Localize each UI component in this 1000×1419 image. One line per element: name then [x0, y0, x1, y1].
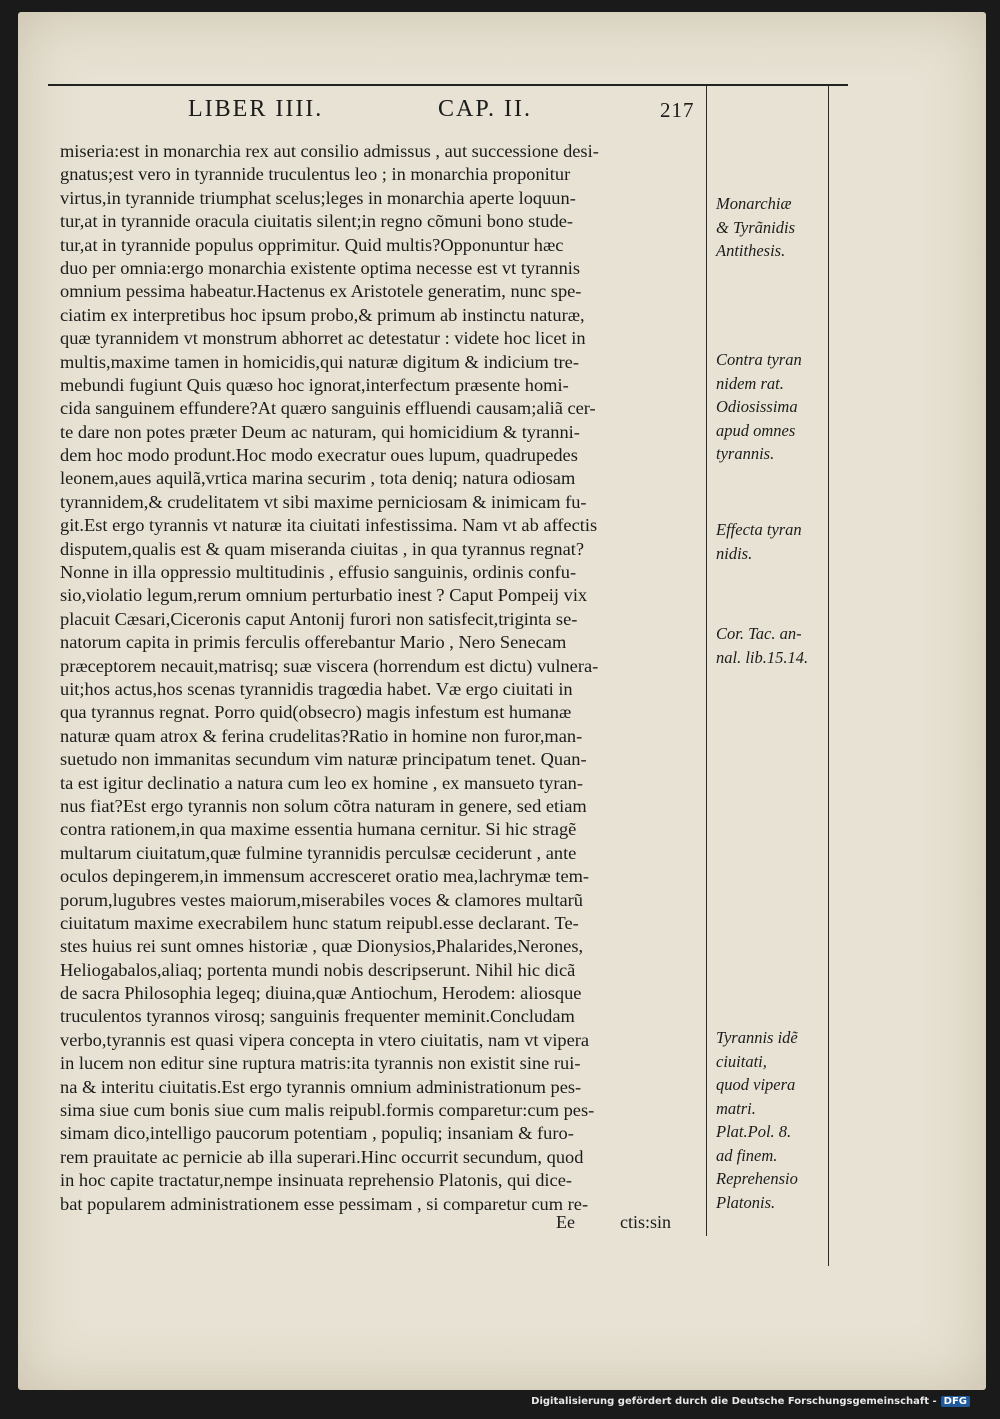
- text-line: porum,lugubres vestes maiorum,miserabiles voces & clamores multarũ: [60, 889, 583, 910]
- margin-rule: [706, 86, 707, 1236]
- text-line: contra rationem,in qua maxime essentia humana cernitur. Si hic stragẽ: [60, 819, 577, 840]
- marginal-note-line: Tyrannis idẽ: [716, 1028, 798, 1047]
- marginal-note-effecta: [716, 518, 836, 565]
- text-line: in hoc capite tractatur,nempe insinuata reprehensio Platonis, qui dice-: [60, 1170, 572, 1191]
- dfg-footer: [531, 1396, 970, 1407]
- text-line: stes huius rei sunt omnes historiæ , quæ Dionysios,Phalarides,Nerones,: [60, 936, 584, 957]
- text-line: mebundi fugiunt Quis quæso hoc ignorat,interfectum præsente homi-: [60, 374, 569, 395]
- text-line: multis,maxime tamen in homicidis,qui naturæ digitum & indicium tre-: [60, 351, 579, 372]
- text-line: bat popularem administrationem esse pessimam , si comparetur cum re-: [60, 1193, 589, 1214]
- marginal-note-antithesis: [716, 192, 836, 263]
- marginal-note-line: Cor. Tac. an-: [716, 624, 802, 643]
- catchword: ctis:sin: [620, 1212, 672, 1232]
- text-line: gnatus;est vero in tyrannide truculentus leo ; in monarchia proponitur: [60, 164, 571, 185]
- marginal-note-line: Monarchiæ: [716, 194, 792, 213]
- text-line: cida sanguinem effundere?At quæro sanguinis effluendi causam;aliã cer-: [60, 398, 596, 419]
- text-line: tyrannidem,& crudelitatem vt sibi maxime perniciosam & inimicam fu-: [60, 491, 587, 512]
- text-line: Heliogabalos,aliaq; portenta mundi nobis descripserunt. Nihil hic dicã: [60, 959, 576, 980]
- text-line: sima siue cum bonis siue cum malis reipubl.formis comparetur:cum pes-: [60, 1100, 595, 1121]
- header-rule: [48, 84, 848, 86]
- marginal-note-line: Effecta tyran: [716, 520, 802, 539]
- page-number: 217: [660, 98, 695, 122]
- main-text-column: [60, 140, 700, 1216]
- header-liber: LIBER IIII.: [188, 96, 324, 122]
- text-line: duo per omnia:ergo monarchia existente optima necesse est vt tyrannis: [60, 257, 581, 278]
- text-line: oculos depingerem,in immensum accresceret oratio mea,lachrymæ tem-: [60, 866, 590, 887]
- text-line: ciatim ex interpretibus hoc ipsum probo,& primum ab instinctu naturæ,: [60, 304, 585, 325]
- marginal-note-line: Plat.Pol. 8.: [716, 1122, 792, 1141]
- text-line: disputem,qualis est & quam miseranda ciuitas , in qua tyrannus regnat?: [60, 538, 585, 559]
- text-line: suetudo non immanitas secundum vim naturæ principatum tenet. Quan-: [60, 749, 587, 770]
- text-line: Nonne in illa oppressio multitudinis , effusio sanguinis, ordinis confu-: [60, 562, 577, 583]
- text-line: ta est igitur declinatio a natura cum leo ex homine , ex mansueto tyran-: [60, 772, 583, 793]
- marginal-note-contra-tyrannidem: [716, 348, 836, 466]
- marginal-note-line: Platonis.: [716, 1192, 776, 1212]
- dfg-logo: DFG: [941, 1396, 970, 1407]
- text-line: ciuitatum maxime execrabilem hunc statum reipubl.esse declarant. Te-: [60, 912, 579, 933]
- marginal-note-line: apud omnes: [716, 420, 796, 440]
- text-line: rem prauitate ac pernicie ab illa superari.Hinc occurrit secundum, quod: [60, 1146, 584, 1167]
- text-line: natorum capita in primis ferculis offerebantur Mario , Nero Senecam: [60, 632, 567, 653]
- marginal-note-line: nidis.: [716, 543, 753, 563]
- footer-text: Digitalisierung gefördert durch die Deutsche Forschungsgemeinschaft -: [531, 1396, 937, 1407]
- marginal-note-line: Reprehensio: [716, 1169, 798, 1188]
- text-line: de sacra Philosophia legeq; diuina,quæ Antiochum, Herodem: aliosque: [60, 983, 582, 1004]
- text-line: quæ tyrannidem vt monstrum abhorret ac detestatur : videte hoc licet in: [60, 328, 586, 349]
- text-line: uit;hos actus,hos scenas tyrannidis tragœdia habet. Væ ergo ciuitati in: [60, 678, 573, 699]
- text-line: naturæ quam atrox & ferina crudelitas?Ratio in homine non furor,man-: [60, 725, 583, 746]
- text-line: præceptorem necauit,matrisq; suæ viscera (horrendum est dictu) vulnera-: [60, 655, 599, 676]
- marginal-note-line: ciuitati,: [716, 1051, 767, 1071]
- marginal-note-tacitus: [716, 622, 836, 669]
- text-line: simam dico,intelligo paucorum potentiam , populiq; insaniam & furo-: [60, 1123, 574, 1144]
- running-header: [180, 96, 700, 132]
- catchword-signature: Ee: [556, 1212, 575, 1232]
- marginal-note-line: nal. lib.15.14.: [716, 647, 809, 667]
- text-line: miseria:est in monarchia rex aut consilio admissus , aut successione desi-: [60, 141, 599, 161]
- text-line: omnium pessima habeatur.Hactenus ex Aristotele generatim, nunc spe-: [60, 281, 582, 302]
- text-line: in lucem non editur sine ruptura matris:ita tyrannis non existit sine rui-: [60, 1053, 581, 1074]
- text-line: virtus,in tyrannide triumphat scelus;leges in monarchia aperte loquun-: [60, 187, 576, 208]
- marginal-note-vipera: [716, 1026, 836, 1214]
- text-line: multarum ciuitatum,quæ fulmine tyrannidis perculsæ ceciderunt , ante: [60, 842, 577, 863]
- marginal-note-line: Odiosissima: [716, 397, 798, 416]
- text-line: leonem,aues aquilã,vrtica marina securim , tota deniq; natura odiosam: [60, 468, 576, 489]
- text-line: dem hoc modo produnt.Hoc modo execratur oues lupum, quadrupedes: [60, 445, 578, 466]
- marginal-note-line: nidem rat.: [716, 373, 784, 393]
- marginal-note-line: Antithesis.: [716, 241, 786, 260]
- marginal-note-line: matri.: [716, 1098, 756, 1118]
- marginal-note-line: & Tyrãnidis: [716, 217, 795, 237]
- marginal-note-line: tyrannis.: [716, 444, 775, 463]
- text-line: sio,violatio legum,rerum omnium perturbatio inest ? Caput Pompeij vix: [60, 585, 588, 606]
- text-line: tur,at in tyrannide populus opprimitur. Quid multis?Opponuntur hæc: [60, 234, 564, 255]
- text-line: git.Est ergo tyrannis vt naturæ ita ciuitati infestissima. Nam vt ab affectis: [60, 515, 598, 536]
- text-line: truculentos tyrannos virosq; sanguinis frequenter meminit.Concludam: [60, 1006, 575, 1027]
- text-line: qua tyrannus regnat. Porro quid(obsecro) magis infestum est humanæ: [60, 702, 572, 723]
- marginal-note-line: Contra tyran: [716, 350, 802, 369]
- marginal-note-line: quod vipera: [716, 1075, 796, 1094]
- marginal-note-line: ad finem.: [716, 1145, 778, 1165]
- text-line: tur,at in tyrannide oracula ciuitatis silent;in regno cõmuni bono stude-: [60, 211, 574, 232]
- text-line: te dare non potes præter Deum ac naturam, qui homicidium & tyranni-: [60, 421, 580, 442]
- text-line: nus fiat?Est ergo tyrannis non solum cõtra naturam in genere, sed etiam: [60, 795, 587, 816]
- text-line: placuit Cæsari,Ciceronis caput Antonij furori non satisfecit,triginta se-: [60, 608, 578, 629]
- header-cap: CAP. II.: [438, 96, 533, 122]
- text-line: verbo,tyrannis est quasi vipera concepta in vtero ciuitatis, nam vt vipera: [60, 1029, 590, 1050]
- text-line: na & interitu ciuitatis.Est ergo tyrannis omnium administrationum pes-: [60, 1076, 582, 1097]
